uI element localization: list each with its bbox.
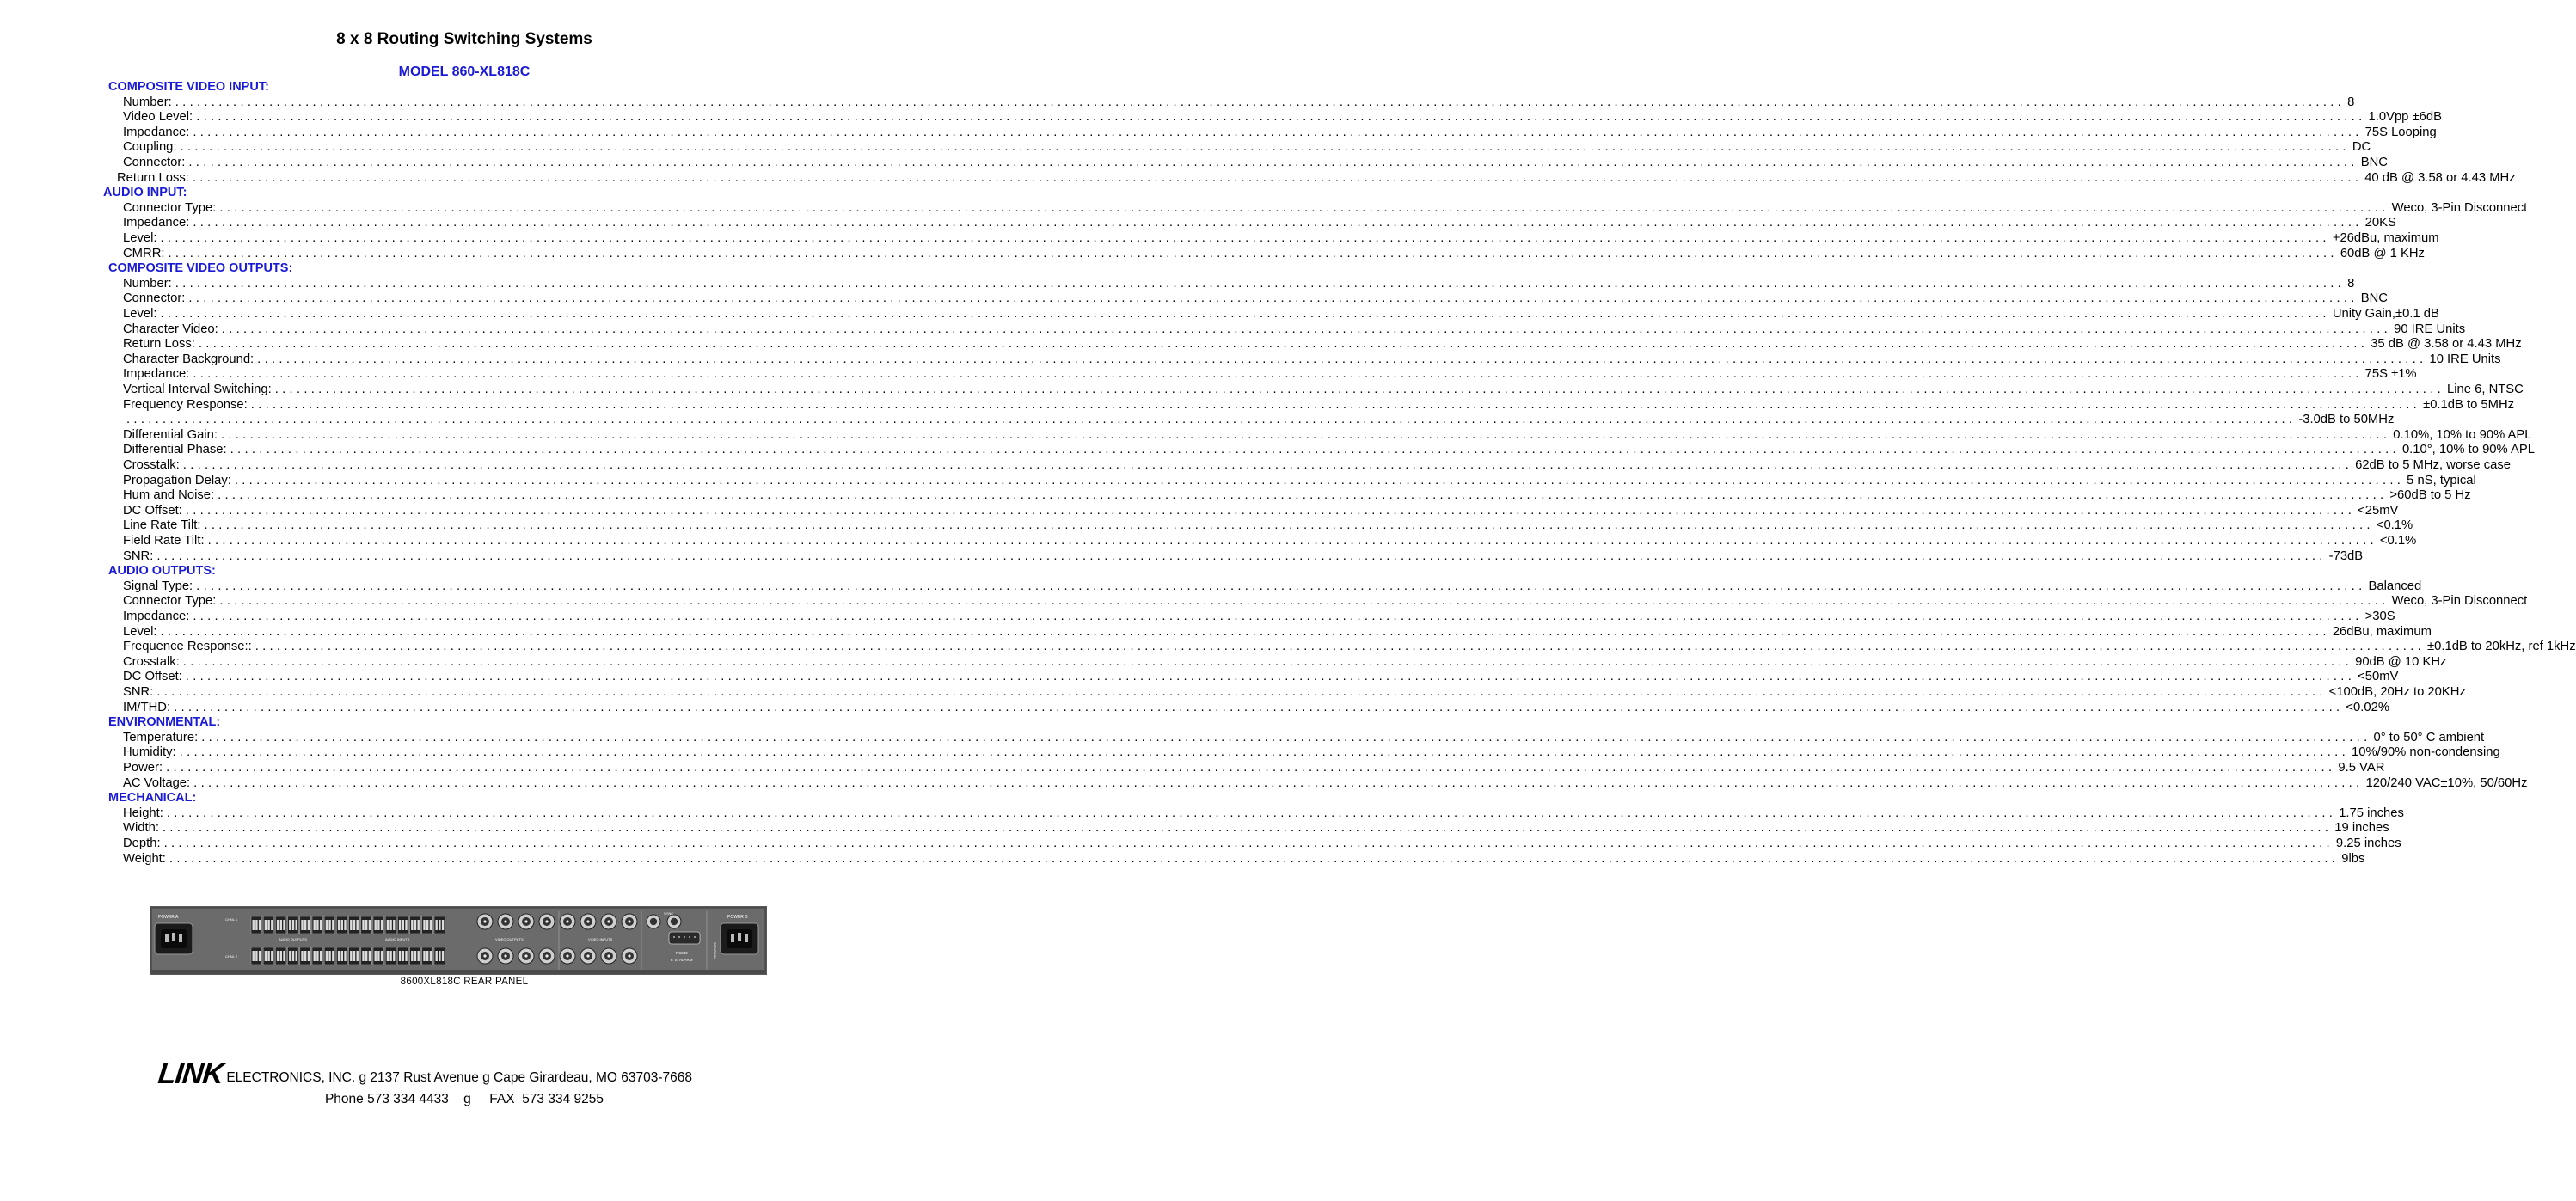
leader-dots: ............................................................................................................................................................................................................................................................................................................	[234, 473, 2405, 487]
rs232-connector	[669, 932, 700, 944]
spec-value: 9.5 VAR	[2338, 761, 2385, 775]
leader-dots: ............................................................................................................................................................................................................................................................................................................	[169, 851, 2340, 866]
rear-panel-image	[150, 906, 767, 975]
spec-row	[123, 337, 2522, 352]
spec-value: 0.10%, 10% to 90% APL	[2393, 427, 2532, 442]
spec-row	[123, 276, 2355, 292]
spec-label: Impedance:	[123, 367, 190, 382]
spec-value: 8	[2347, 95, 2355, 109]
leader-dots: ............................................................................................................................................................................................................................................................................................................	[198, 337, 2369, 352]
spec-row	[123, 140, 2371, 156]
spec-row	[123, 156, 2388, 171]
spec-value: 90dB @ 10 KHz	[2355, 654, 2447, 669]
spec-label: CMRR:	[123, 246, 165, 260]
power-b-socket	[721, 923, 758, 954]
spec-label: Connector Type:	[123, 594, 217, 609]
leader-dots: ............................................................................................................................................................................................................................................................................................................	[156, 685, 2327, 699]
spec-label: Number:	[123, 95, 172, 109]
spec-value: 10%/90% non-condensing	[2351, 745, 2500, 760]
spec-value: <0.1%	[2379, 534, 2417, 548]
audio-inputs-label: AUDIO INPUTS	[385, 937, 410, 941]
section-heading: AUDIO OUTPUTS:	[108, 564, 216, 579]
leader-dots: ............................................................................................................................................................................................................................................................................................................	[179, 745, 2349, 760]
spec-label: Differential Phase:	[123, 443, 227, 457]
spec-value: 75S ±1%	[2364, 367, 2417, 382]
spec-row	[123, 548, 2364, 565]
spec-row	[123, 821, 2389, 836]
spec-row	[123, 246, 2425, 262]
spec-label: Connector:	[123, 156, 186, 169]
spec-label: Return Loss:	[117, 170, 189, 185]
spec-row	[123, 307, 2439, 322]
spec-value: Weco, 3-Pin Disconnect	[2391, 594, 2528, 609]
spec-row	[123, 216, 2396, 231]
spec-label: Differential Gain:	[123, 427, 218, 442]
spec-label: Field Rate Tilt:	[123, 534, 205, 548]
leader-dots: ............................................................................................................................................................................................................................................................................................................	[160, 231, 2330, 245]
power-b-label: POWER B	[727, 915, 748, 920]
spec-value: 9.25 inches	[2335, 836, 2401, 850]
chnl2-label: CHNL 2	[225, 954, 238, 959]
spec-row	[123, 761, 2385, 776]
spec-label: Level:	[123, 307, 157, 321]
video-inputs-label: VIDEO INPUTS	[588, 937, 613, 941]
spec-label: Impedance:	[123, 216, 190, 230]
spec-label: Propagation Delay:	[123, 473, 231, 487]
leader-dots: ............................................................................................................................................................................................................................................................................................................	[188, 156, 2358, 169]
leader-dots: ............................................................................................................................................................................................................................................................................................................	[174, 700, 2344, 714]
power-a-label: POWER A	[158, 915, 179, 920]
spec-value: 9lbs	[2341, 851, 2365, 866]
spec-value: DC	[2352, 140, 2371, 155]
spec-label: Humidity:	[123, 745, 176, 760]
leader-dots: ............................................................................................................................................................................................................................................................................................................	[218, 488, 2388, 503]
leader-dots: ............................................................................................................................................................................................................................................................................................................	[188, 291, 2358, 306]
leader-dots: ............................................................................................................................................................................................................................................................................................................	[193, 125, 2363, 139]
spec-value: >60dB to 5 Hz	[2389, 488, 2471, 503]
leader-dots: ............................................................................................................................................................................................................................................................................................................	[163, 836, 2334, 850]
leader-dots: ............................................................................................................................................................................................................................................................................................................	[126, 413, 2297, 427]
spec-row	[123, 610, 2395, 625]
spec-value: 90 IRE Units	[2394, 322, 2466, 336]
spec-row	[123, 851, 2365, 867]
spec-value: BNC	[2360, 291, 2388, 306]
spec-value: 8	[2347, 276, 2355, 291]
spec-value: 26dBu, maximum	[2332, 624, 2432, 639]
link-logo: LINK	[156, 1057, 225, 1090]
spec-value: Unity Gain,±0.1 dB	[2332, 307, 2439, 321]
spec-value: <50mV	[2358, 670, 2399, 684]
spec-label: Connector Type:	[123, 200, 217, 215]
spec-row	[123, 806, 2404, 822]
spec-value: 62dB to 5 MHz, worse case	[2355, 458, 2512, 472]
spec-label: Frequency Response:	[123, 397, 248, 412]
spec-value: 10 IRE Units	[2429, 352, 2501, 366]
spec-value: <100dB, 20Hz to 20KHz	[2328, 685, 2466, 699]
spec-label: Signal Type:	[123, 579, 193, 593]
spec-label: IM/THD:	[123, 700, 171, 714]
spec-label: Character Background:	[123, 352, 255, 366]
page-title: 8 x 8 Routing Switching Systems	[336, 30, 592, 48]
spec-label: DC Offset:	[123, 670, 182, 684]
leader-dots: ............................................................................................................................................................................................................................................................................................................	[180, 140, 2350, 155]
leader-dots: ............................................................................................................................................................................................................................................................................................................	[182, 458, 2353, 472]
spec-row	[123, 700, 2389, 716]
rs232-label: RS232	[676, 951, 688, 955]
spec-value: Weco, 3-Pin Disconnect	[2391, 200, 2528, 215]
spec-value: Balanced	[2368, 579, 2422, 593]
spec-value: 1.0Vpp ±6dB	[2368, 110, 2442, 125]
spec-label: Level:	[123, 624, 157, 639]
leader-dots: ............................................................................................................................................................................................................................................................................................................	[175, 276, 2346, 291]
spec-row	[123, 654, 2447, 671]
spec-row	[123, 352, 2501, 368]
leader-dots: ............................................................................................................................................................................................................................................................................................................	[219, 594, 2389, 609]
spec-value: <0.02%	[2346, 700, 2389, 714]
spec-label: SNR:	[123, 548, 154, 563]
footer-line1: ELECTRONICS, INC. g 2137 Rust Avenue g Cape Girardeau, MO 63703-7668	[226, 1070, 692, 1085]
power-a-socket	[155, 923, 193, 954]
spec-label: Hum and Noise:	[123, 488, 215, 503]
spec-value: Line 6, NTSC	[2447, 383, 2524, 396]
spec-label: Character Video:	[123, 322, 218, 336]
spec-label: Temperature:	[123, 730, 199, 744]
leader-dots: ............................................................................................................................................................................................................................................................................................................	[257, 352, 2427, 366]
spec-label: Number:	[123, 276, 172, 291]
spec-row	[123, 231, 2439, 247]
spec-label: SNR:	[123, 685, 154, 699]
spec-value: 5 nS, typical	[2407, 473, 2476, 487]
leader-dots: ............................................................................................................................................................................................................................................................................................................	[201, 730, 2371, 744]
spec-label: DC Offset:	[123, 503, 182, 518]
spec-value: 60dB @ 1 KHz	[2340, 246, 2425, 260]
spec-label: Width:	[123, 821, 159, 836]
leader-dots: ............................................................................................................................................................................................................................................................................................................	[193, 367, 2363, 382]
spec-value: 75S Looping	[2364, 125, 2437, 139]
section-heading: AUDIO INPUT:	[103, 186, 187, 200]
video-outputs-label: VIDEO OUTPUTS	[495, 937, 524, 941]
leader-dots: ............................................................................................................................................................................................................................................................................................................	[166, 806, 2337, 820]
spec-value: 20KS	[2364, 216, 2396, 230]
spec-label: Impedance:	[123, 125, 190, 139]
leader-dots: ............................................................................................................................................................................................................................................................................................................	[274, 383, 2445, 396]
spec-row	[123, 413, 2395, 428]
leader-dots: ............................................................................................................................................................................................................................................................................................................	[182, 654, 2353, 669]
spec-label: Crosstalk:	[123, 458, 180, 472]
spec-value: 1.75 inches	[2339, 806, 2404, 820]
footer-address	[158, 1059, 786, 1088]
section-heading: MECHANICAL:	[108, 791, 197, 806]
leader-dots: ............................................................................................................................................................................................................................................................................................................	[193, 610, 2363, 623]
spec-row	[123, 427, 2532, 444]
spec-row	[123, 640, 2576, 655]
spec-row	[123, 503, 2399, 519]
spec-row	[123, 534, 2417, 549]
spec-label: Vertical Interval Switching:	[123, 383, 272, 396]
spec-row	[123, 473, 2476, 489]
spec-value: 0.10°, 10% to 90% APL	[2401, 443, 2535, 457]
chnl1-label: CHNL 1	[225, 917, 238, 922]
spec-label: Power:	[123, 761, 163, 775]
spec-row	[123, 200, 2528, 217]
spec-row	[123, 685, 2466, 701]
leader-dots: ............................................................................................................................................................................................................................................................................................................	[193, 775, 2364, 790]
spec-row	[123, 458, 2512, 474]
leader-dots: ............................................................................................................................................................................................................................................................................................................	[175, 95, 2346, 109]
spec-value: 35 dB @ 3.58 or 4.43 MHz	[2371, 337, 2522, 352]
spec-row	[123, 397, 2515, 414]
leader-dots: ............................................................................................................................................................................................................................................................................................................	[166, 761, 2336, 775]
spec-label: Crosstalk:	[123, 654, 180, 669]
leader-dots: ............................................................................................................................................................................................................................................................................................................	[207, 534, 2377, 548]
leader-dots: ............................................................................................................................................................................................................................................................................................................	[221, 322, 2392, 336]
spec-value: 19 inches	[2334, 821, 2389, 836]
spec-value: 40 dB @ 3.58 or 4.43 MHz	[2364, 170, 2516, 185]
spec-row	[123, 775, 2528, 792]
leader-dots: ............................................................................................................................................................................................................................................................................................................	[185, 503, 2356, 518]
leader-dots: ............................................................................................................................................................................................................................................................................................................	[192, 170, 2363, 185]
spec-label: AC Voltage:	[123, 775, 191, 790]
spec-label: Connector:	[123, 291, 186, 306]
spec-row	[123, 125, 2437, 141]
spec-label: Height:	[123, 806, 163, 820]
control-label: CONTROL	[713, 942, 717, 959]
sync-label: SYNC	[664, 911, 674, 916]
leader-dots: ............................................................................................................................................................................................................................................................................................................	[204, 518, 2374, 533]
spec-label: Coupling:	[123, 140, 177, 155]
audio-outputs-label: AUDIO OUTPUTS	[279, 937, 307, 941]
spec-label: Line Rate Tilt:	[123, 518, 201, 533]
spec-row	[123, 518, 2413, 534]
spec-label: Frequence Response::	[123, 640, 252, 654]
leader-dots: ............................................................................................................................................................................................................................................................................................................	[255, 640, 2426, 654]
spec-label: Level:	[123, 231, 157, 245]
spec-row	[123, 95, 2355, 111]
section-heading: COMPOSITE VIDEO OUTPUTS:	[108, 261, 293, 276]
leader-dots: ............................................................................................................................................................................................................................................................................................................	[193, 216, 2363, 230]
footer-phone: Phone 573 334 4433 g FAX 573 334 9255	[324, 1092, 604, 1106]
spec-row	[123, 322, 2466, 338]
section-heading: ENVIRONMENTAL:	[108, 715, 221, 730]
leader-dots: ............................................................................................................................................................................................................................................................................................................	[219, 200, 2389, 215]
spec-value: <0.1%	[2376, 518, 2413, 533]
leader-dots: ............................................................................................................................................................................................................................................................................................................	[160, 307, 2330, 321]
spec-label: Weight:	[123, 851, 166, 866]
leader-dots: ............................................................................................................................................................................................................................................................................................................	[160, 624, 2330, 639]
spec-value: +26dBu, maximum	[2332, 231, 2439, 245]
leader-dots: ............................................................................................................................................................................................................................................................................................................	[168, 246, 2338, 260]
leader-dots: ............................................................................................................................................................................................................................................................................................................	[250, 397, 2421, 412]
fs-alarm-label: F. S. ALARM	[671, 958, 693, 962]
leader-dots: ............................................................................................................................................................................................................................................................................................................	[230, 443, 2400, 457]
spec-value: -3.0dB to 50MHz	[2298, 413, 2395, 427]
spec-value: BNC	[2360, 156, 2388, 169]
leader-dots: ............................................................................................................................................................................................................................................................................................................	[196, 110, 2366, 125]
spec-value: ±0.1dB to 20kHz, ref 1kHz	[2427, 640, 2576, 654]
spec-row	[123, 443, 2535, 458]
spec-label: Depth:	[123, 836, 161, 850]
spec-row	[123, 745, 2500, 761]
rear-panel-caption: 8600XL818C REAR PANEL	[400, 977, 529, 987]
spec-row	[123, 670, 2399, 685]
leader-dots: ............................................................................................................................................................................................................................................................................................................	[162, 821, 2333, 836]
spec-value: -73dB	[2328, 548, 2364, 563]
spec-row	[123, 624, 2432, 640]
model-number: MODEL 860-XL818C	[398, 64, 531, 79]
leader-dots: ............................................................................................................................................................................................................................................................................................................	[196, 579, 2366, 593]
spec-label: Video Level:	[123, 110, 193, 125]
spec-row	[123, 488, 2471, 504]
spec-value: ±0.1dB to 5MHz	[2423, 397, 2515, 412]
spec-row	[123, 291, 2388, 307]
section-heading: COMPOSITE VIDEO INPUT:	[108, 80, 269, 94]
spec-value: 0° to 50° C ambient	[2373, 730, 2485, 744]
spec-label: Return Loss:	[123, 337, 195, 352]
spec-row	[123, 110, 2442, 126]
spec-row	[123, 367, 2417, 383]
leader-dots: ............................................................................................................................................................................................................................................................................................................	[185, 670, 2356, 684]
spec-value: <25mV	[2358, 503, 2399, 518]
spec-row	[123, 730, 2485, 746]
leader-dots: ............................................................................................................................................................................................................................................................................................................	[156, 548, 2327, 563]
spec-row	[117, 170, 2516, 187]
spec-value: >30S	[2364, 610, 2395, 623]
spec-row	[123, 594, 2528, 610]
spec-row	[123, 836, 2401, 852]
spec-row	[123, 383, 2524, 398]
spec-label: Impedance:	[123, 610, 190, 623]
leader-dots: ............................................................................................................................................................................................................................................................................................................	[220, 427, 2391, 442]
spec-value: 120/240 VAC±10%, 50/60Hz	[2365, 775, 2528, 790]
spec-row	[123, 579, 2422, 595]
